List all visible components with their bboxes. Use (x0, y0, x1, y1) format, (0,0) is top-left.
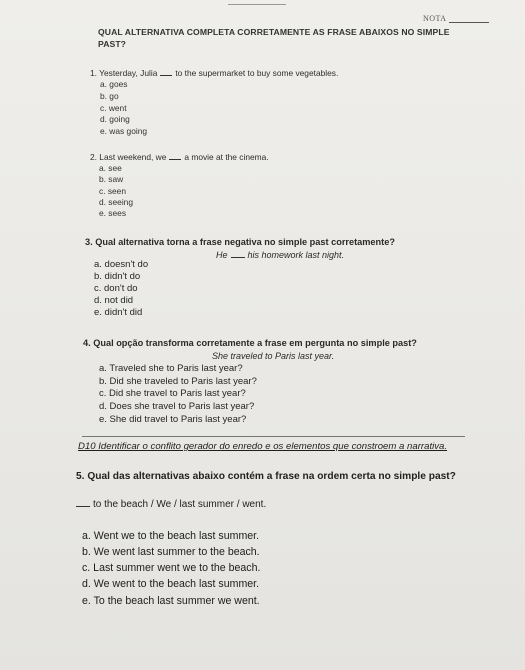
question-2-prefix: 2. Last weekend, we (90, 152, 167, 162)
question-5-prompt: 5. Qual das alternativas abaixo contém a frase na ordem certa no simple past? (76, 471, 456, 482)
top-edge-rule (228, 4, 286, 5)
nota-label: NOTA (423, 14, 447, 23)
question-1-option-b[interactable]: b. go (100, 91, 119, 101)
question-2 (90, 152, 269, 162)
question-5-option-c[interactable]: c. Last summer went we to the beach. (82, 562, 261, 574)
question-4-option-b[interactable]: b. Did she traveled to Paris last year? (99, 376, 257, 387)
instructions-title-line1: QUAL ALTERNATIVA COMPLETA CORRETAMENTE AS FRASE ABAIXOS NO SIMPLE (98, 27, 450, 37)
question-4-option-e[interactable]: e. She did travel to Paris last year? (99, 414, 247, 425)
question-4-option-c[interactable]: c. Did she travel to Paris last year? (99, 388, 246, 399)
question-3-blank[interactable] (231, 250, 245, 258)
question-5-sentence-text: to the beach / We / last summer / went. (93, 499, 267, 510)
nota-blank[interactable] (449, 14, 489, 23)
question-2-suffix: a movie at the cinema. (184, 152, 269, 162)
question-5-blank[interactable] (76, 499, 90, 507)
question-2-option-a[interactable]: a. see (99, 163, 122, 173)
question-4-sentence: She traveled to Paris last year. (212, 351, 335, 361)
question-1-prefix: 1. Yesterday, Julia (90, 68, 158, 78)
question-5-option-a[interactable]: a. Went we to the beach last summer. (82, 530, 260, 542)
section-divider (82, 436, 465, 437)
question-5-option-b[interactable]: b. We went last summer to the beach. (82, 546, 260, 558)
question-1-suffix: to the supermarket to buy some vegetables. (175, 68, 339, 78)
question-5-option-e[interactable]: e. To the beach last summer we went. (82, 595, 260, 607)
question-1-option-a[interactable]: a. goes (100, 79, 128, 89)
question-1-blank[interactable] (160, 68, 172, 76)
question-3-option-e[interactable]: e. didn't did (94, 307, 143, 318)
question-2-option-c[interactable]: c. seen (99, 186, 127, 196)
question-3-prompt: 3. Qual alternativa torna a frase negativa no simple past corretamente? (85, 237, 395, 247)
question-2-option-e[interactable]: e. sees (99, 208, 127, 218)
question-1-option-d[interactable]: d. going (100, 114, 130, 124)
question-5-sentence (76, 499, 266, 510)
question-3-option-b[interactable]: b. didn't do (94, 271, 141, 282)
question-1-option-c[interactable]: c. went (100, 103, 127, 113)
question-2-blank[interactable] (169, 152, 181, 160)
question-1-option-e[interactable]: e. was going (100, 126, 148, 136)
descriptor-d10: D10 Identificar o conflito gerador do enredo e os elementos que constroem a narrativa. (78, 441, 448, 452)
question-1 (90, 68, 338, 78)
question-2-option-b[interactable]: b. saw (99, 174, 124, 184)
question-3-option-d[interactable]: d. not did (94, 295, 134, 306)
instructions-title-line2: PAST? (98, 39, 127, 49)
question-2-option-d[interactable]: d. seeing (99, 197, 133, 207)
question-3-sentence (216, 250, 344, 260)
question-3-sentence-suffix: his homework last night. (247, 250, 345, 260)
nota-field (423, 14, 489, 23)
question-4-option-a[interactable]: a. Traveled she to Paris last year? (99, 363, 243, 374)
question-5-option-d[interactable]: d. We went to the beach last summer. (82, 578, 260, 590)
question-4-option-d[interactable]: d. Does she travel to Paris last year? (99, 401, 255, 412)
question-3-sentence-prefix: He (216, 250, 228, 260)
question-3-option-a[interactable]: a. doesn't do (94, 259, 149, 270)
question-4-prompt: 4. Qual opção transforma corretamente a frase em pergunta no simple past? (83, 338, 417, 348)
question-3-option-c[interactable]: c. don't do (94, 283, 138, 294)
